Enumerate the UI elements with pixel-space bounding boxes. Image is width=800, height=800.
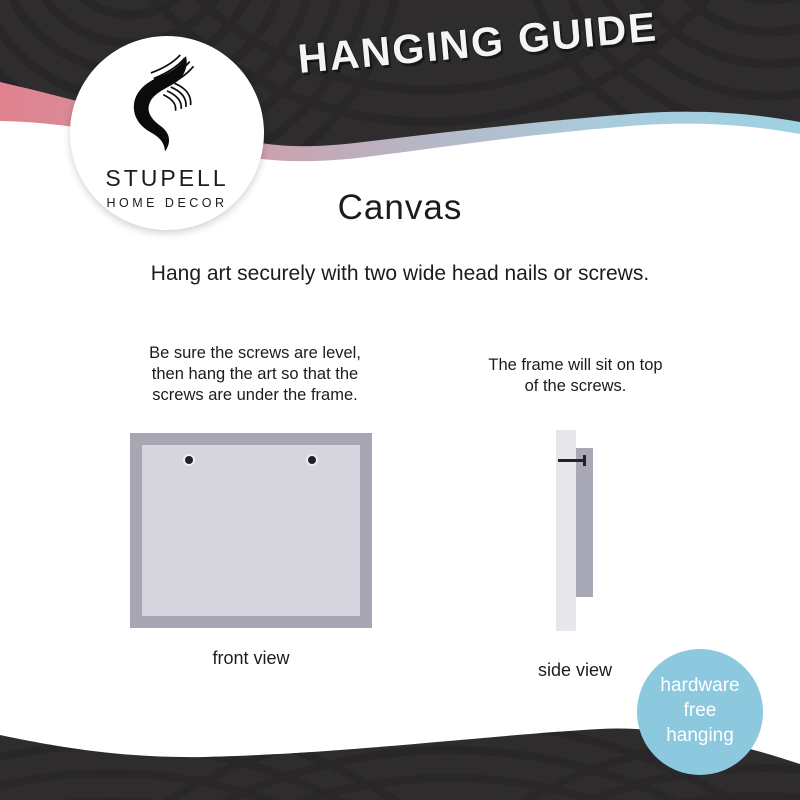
badge-line: hardware (660, 675, 740, 696)
nail-left-icon (185, 456, 193, 464)
side-view-frame-bar (576, 448, 593, 597)
hardware-free-badge (637, 649, 763, 775)
side-view-caption: side view (537, 660, 613, 680)
front-instruction-line: screws are under the frame. (152, 386, 358, 404)
badge-line: free (683, 700, 717, 721)
side-instruction-line: The frame will sit on top (488, 356, 663, 374)
front-instruction-line: Be sure the screws are level, (149, 344, 361, 362)
badge-line: hanging (666, 725, 734, 746)
product-title: Canvas (337, 188, 463, 227)
side-instruction (448, 355, 703, 397)
front-instruction (110, 343, 400, 406)
front-instruction-line: then hang the art so that the (151, 365, 359, 383)
brand-tagline: HOME DECOR (106, 196, 228, 210)
nail-right-icon (308, 456, 316, 464)
subtitle: Hang art securely with two wide head nails or screws. (150, 262, 650, 285)
stupell-s-logo-icon (119, 54, 215, 158)
front-view-diagram (130, 433, 372, 628)
front-view-caption: front view (212, 648, 290, 668)
side-instruction-line: of the screws. (524, 377, 627, 395)
brand-name: STUPELL (105, 165, 229, 191)
hanging-guide-title: HANGING GUIDE (295, 3, 660, 82)
side-nail-head-icon (583, 455, 586, 466)
side-nail-icon (558, 459, 585, 462)
